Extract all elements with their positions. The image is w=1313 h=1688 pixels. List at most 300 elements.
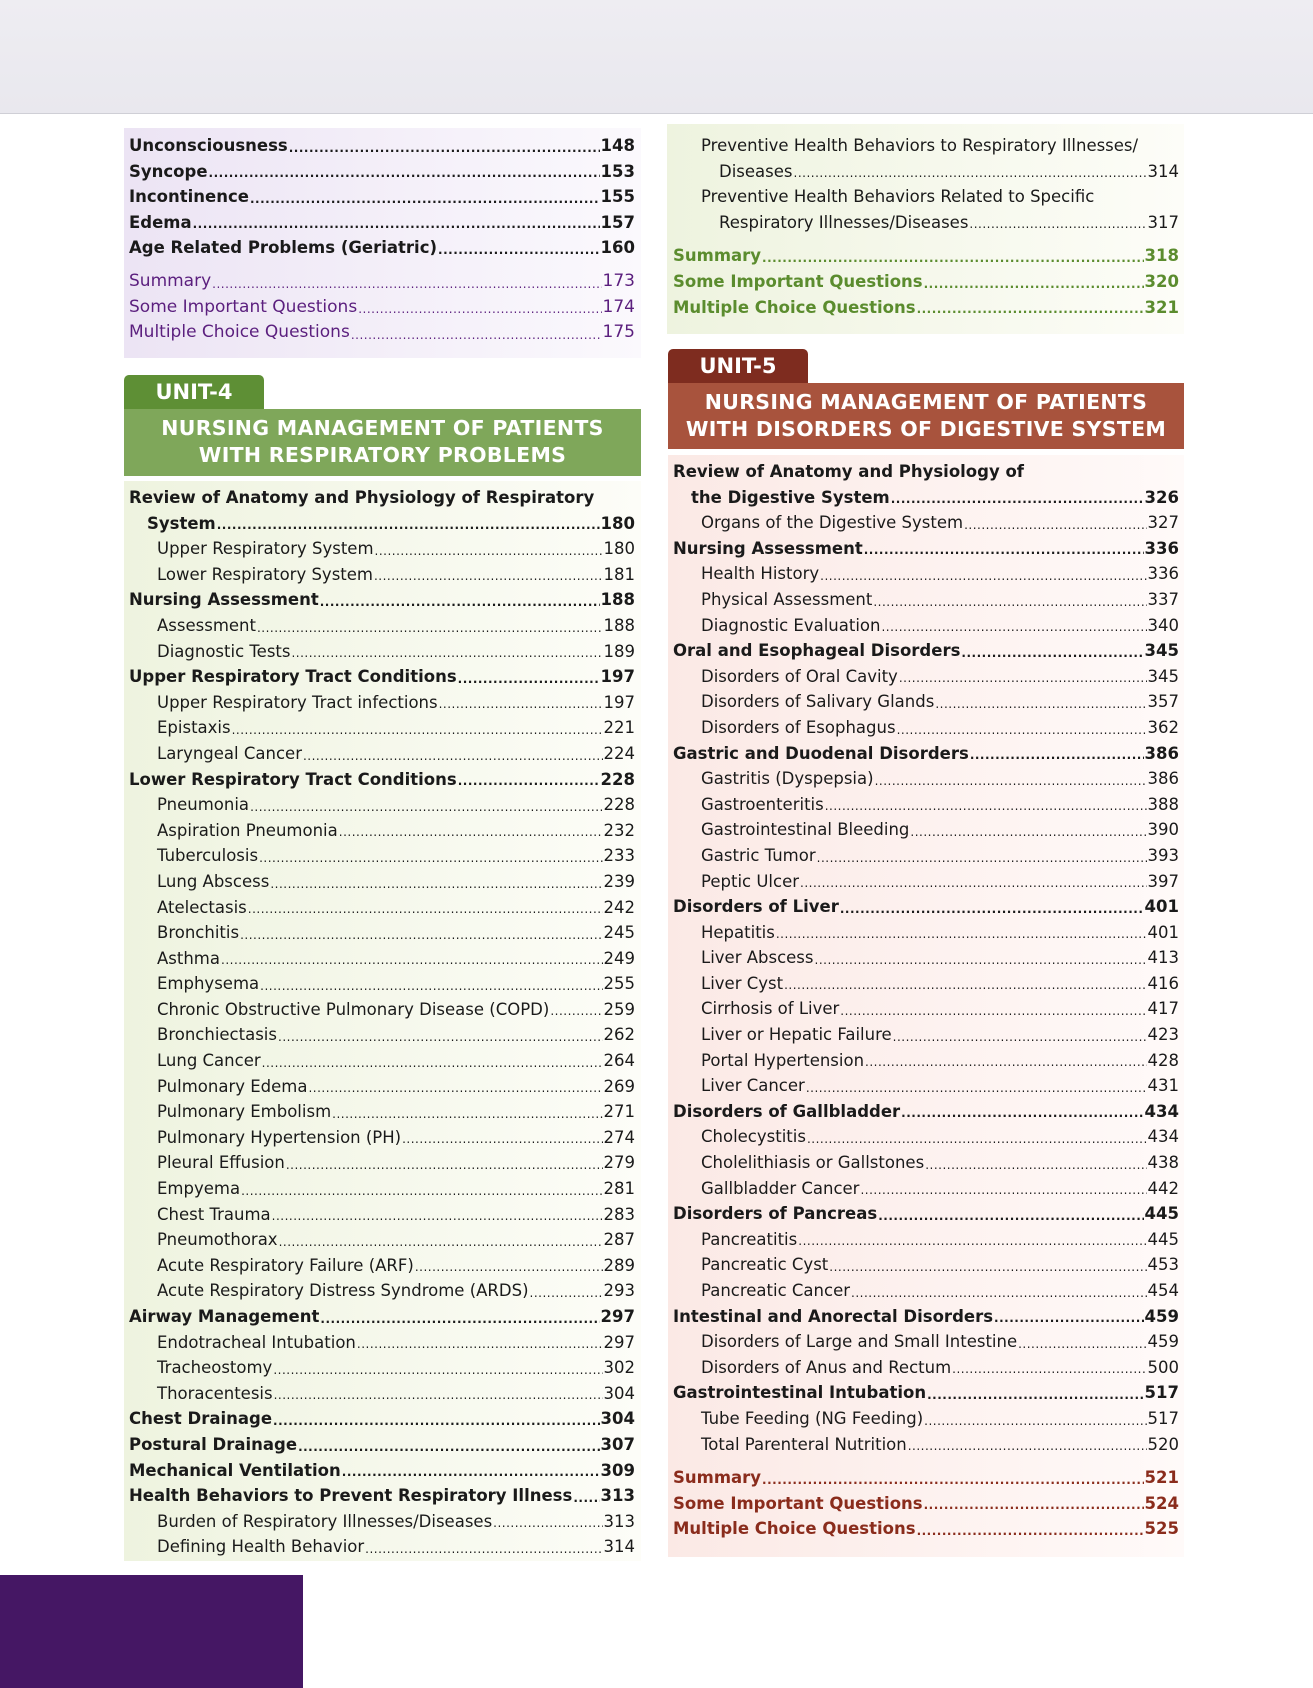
toc-leader-dots [881, 617, 1146, 638]
toc-leader-dots [262, 1053, 603, 1074]
toc-entry [673, 766, 1179, 792]
toc-entry-title: Preventive Health Behaviors to Respiratory Illnesses/ [701, 136, 1139, 155]
toc-leader-dots [259, 848, 602, 869]
toc-page-number: 157 [600, 212, 635, 232]
toc-entry-title: Lung Cancer [157, 1051, 261, 1071]
toc-entry [129, 536, 635, 562]
toc-entry [129, 613, 635, 639]
unit4-heading [124, 409, 641, 476]
toc-page-number: 520 [1147, 1434, 1179, 1454]
toc-entry-title: Pancreatic Cyst [701, 1255, 829, 1275]
toc-leader-dots [776, 924, 1147, 945]
toc-leader-dots [924, 1495, 1144, 1516]
toc-leader-dots [910, 822, 1146, 843]
toc-leader-dots [924, 1411, 1146, 1432]
toc-leader-dots [273, 1411, 600, 1432]
toc-page-number: 314 [1147, 161, 1179, 181]
toc-entry-title: Pulmonary Embolism [157, 1102, 332, 1122]
toc-page-number: 345 [1147, 666, 1179, 686]
toc-leader-dots [358, 299, 601, 320]
toc-entry-title: Gallbladder Cancer [701, 1178, 860, 1198]
toc-entry [673, 817, 1179, 843]
toc-leader-dots [273, 1360, 602, 1381]
toc-page-number: 297 [603, 1332, 635, 1352]
toc-page-number: 189 [603, 641, 635, 661]
toc-entry [129, 1176, 635, 1202]
toc-leader-dots [458, 669, 600, 690]
toc-entry-cont-line1 [673, 184, 1179, 210]
toc-entry-title: Intestinal and Anorectal Disorders [673, 1306, 994, 1326]
toc-entry [673, 1406, 1179, 1432]
toc-leader-dots [439, 694, 603, 715]
toc-entry-title: Thoracentesis [157, 1383, 273, 1403]
toc-entry-title: Health History [701, 564, 820, 584]
toc-page-number: 388 [1147, 794, 1179, 814]
toc-entry-title: Pleural Effusion [157, 1153, 285, 1173]
toc-entry-title: Disorders of Pancreas [673, 1204, 878, 1224]
toc-page-number: 245 [603, 923, 635, 943]
toc-entry [673, 536, 1179, 562]
toc-entry [129, 1381, 635, 1407]
toc-entry [129, 971, 635, 997]
unit4-heading-line1: NURSING MANAGEMENT OF PATIENTS [161, 416, 604, 440]
toc-entry [129, 1534, 635, 1560]
toc-entry [673, 1252, 1179, 1278]
toc-leader-dots [250, 797, 602, 818]
toc-entry [129, 920, 635, 946]
toc-entry-title: Oral and Esophageal Disorders [673, 641, 961, 661]
toc-leader-dots [762, 248, 1144, 269]
toc-leader-dots [209, 163, 600, 184]
toc-entry [673, 894, 1179, 920]
toc-entry-title: Pulmonary Hypertension (PH) [157, 1127, 402, 1147]
toc-entry-title: Disorders of Esophagus [701, 717, 896, 737]
toc-leader-dots [289, 138, 600, 159]
toc-page-number: 302 [603, 1358, 635, 1378]
toc-page-number: 197 [603, 692, 635, 712]
toc-entry-cont-line2 [673, 159, 1179, 185]
toc-entry-title: Epistaxis [157, 718, 231, 738]
toc-page-number: 327 [1147, 513, 1179, 533]
toc-entry-title: Asthma [157, 948, 220, 968]
toc-leader-dots [815, 950, 1147, 971]
toc-leader-dots [193, 214, 600, 235]
toc-entry [129, 184, 635, 210]
toc-page-number: 401 [1144, 897, 1179, 917]
toc-page-number: 453 [1147, 1255, 1179, 1275]
toc-page-number: 525 [1144, 1519, 1179, 1539]
toc-entry-title: the Digestive System [691, 487, 890, 507]
toc-entry [673, 996, 1179, 1022]
toc-leader-dots [217, 515, 600, 536]
toc-entry-title: Defining Health Behavior [157, 1537, 365, 1557]
toc-leader-dots [964, 515, 1146, 536]
toc-entry [673, 843, 1179, 869]
toc-entry [129, 1278, 635, 1304]
toc-page-number: 283 [603, 1204, 635, 1224]
corner-decoration [0, 1575, 303, 1688]
toc-entry-title: Hepatitis [701, 922, 775, 942]
toc-entry [129, 792, 635, 818]
toc-page-number: 517 [1147, 1408, 1179, 1428]
toc-leader-dots [917, 299, 1144, 320]
toc-page-number: 326 [1144, 487, 1179, 507]
toc-entry-title: Pneumothorax [157, 1230, 278, 1250]
toc-entry-title: Syncope [129, 161, 208, 181]
toc-page-number: 317 [1147, 212, 1179, 232]
toc-entry [129, 895, 635, 921]
toc-page-number: 393 [1147, 845, 1179, 865]
toc-leader-dots [935, 694, 1146, 715]
toc-entry [129, 235, 635, 261]
toc-entry [129, 1483, 635, 1509]
toc-leader-dots [279, 1232, 603, 1253]
toc-leader-dots [320, 1309, 599, 1330]
toc-page-number: 386 [1144, 743, 1179, 763]
toc-page-number: 397 [1147, 871, 1179, 891]
toc-entry [673, 715, 1179, 741]
toc-entry [673, 1073, 1179, 1099]
toc-entry-title: Gastric Tumor [701, 845, 816, 865]
toc-entry [129, 1355, 635, 1381]
toc-entry [673, 920, 1179, 946]
toc-entry [673, 1380, 1179, 1406]
toc-entry-title: Multiple Choice Questions [673, 1519, 916, 1539]
toc-entry-title: Disorders of Anus and Rectum [701, 1357, 952, 1377]
toc-entry [129, 690, 635, 716]
toc-entry [673, 1176, 1179, 1202]
toc-page-number: 304 [600, 1409, 635, 1429]
toc-entry-title: Summary [129, 270, 212, 291]
toc-page-number: 434 [1147, 1127, 1179, 1147]
toc-page-number: 428 [1147, 1050, 1179, 1070]
toc-entry [673, 792, 1179, 818]
toc-leader-dots [908, 1436, 1147, 1457]
toc-leader-dots [351, 325, 602, 346]
toc-leader-dots [550, 1001, 602, 1022]
toc-page-number: 417 [1147, 999, 1179, 1019]
toc-page-number: 180 [603, 539, 635, 559]
toc-page-number: 313 [603, 1511, 635, 1531]
toc-entry [129, 1304, 635, 1330]
toc-entry-title: Acute Respiratory Distress Syndrome (ARDS) [157, 1281, 529, 1301]
toc-page-number: 459 [1147, 1332, 1179, 1352]
toc-entry [129, 1432, 635, 1458]
toc-leader-dots [800, 873, 1146, 894]
toc-entry-title: Disorders of Liver [673, 897, 839, 917]
toc-closing-entry [129, 320, 635, 346]
toc-leader-dots [878, 1206, 1143, 1227]
toc-leader-dots [339, 822, 603, 843]
toc-entry-title: Atelectasis [157, 897, 247, 917]
toc-page-number: 242 [603, 897, 635, 917]
toc-entry [129, 664, 635, 690]
toc-entry-title: Total Parenteral Nutrition [701, 1434, 907, 1454]
toc-page-number: 271 [603, 1102, 635, 1122]
toc-entry-title: Some Important Questions [673, 271, 923, 291]
toc-entry-title: Upper Respiratory Tract infections [157, 692, 438, 712]
toc-entry [129, 562, 635, 588]
toc-entry-intro [673, 459, 1179, 485]
toc-leader-dots [402, 1129, 602, 1150]
toc-entry-title: Chest Trauma [157, 1204, 271, 1224]
toc-entry-title: Disorders of Oral Cavity [701, 666, 898, 686]
toc-entry [129, 869, 635, 895]
toc-entry-title: Gastrointestinal Intubation [673, 1383, 927, 1403]
toc-entry-title: Disorders of Salivary Glands [701, 692, 935, 712]
toc-page-number: 262 [603, 1025, 635, 1045]
toc-entry-title: Age Related Problems (Geriatric) [129, 238, 438, 258]
toc-entry-intro [129, 485, 635, 511]
toc-entry-title: Health Behaviors to Prevent Respiratory Illness [129, 1486, 573, 1506]
toc-page-number: 188 [600, 590, 635, 610]
toc-page-number: 337 [1147, 589, 1179, 609]
toc-page-number: 249 [603, 948, 635, 968]
toc-leader-dots [308, 1078, 602, 1099]
toc-page-number: 340 [1147, 615, 1179, 635]
toc-entry [129, 1227, 635, 1253]
toc-leader-dots [375, 541, 603, 562]
toc-page-number: 401 [1147, 922, 1179, 942]
toc-entry-title: Tube Feeding (NG Feeding) [701, 1408, 924, 1428]
toc-closing-entry [673, 1516, 1179, 1542]
toc-entry-title: Acute Respiratory Failure (ARF) [157, 1255, 414, 1275]
toc-entry-title: Bronchiectasis [157, 1025, 277, 1045]
toc-leader-dots [865, 1052, 1146, 1073]
toc-leader-dots [970, 745, 1144, 766]
toc-entry [129, 1253, 635, 1279]
toc-entry-title: Peptic Ulcer [701, 871, 800, 891]
toc-entry [673, 510, 1179, 536]
toc-closing-entry [673, 243, 1179, 269]
toc-page-number: 155 [600, 187, 635, 207]
toc-entry [673, 971, 1179, 997]
toc-entry-title: Preventive Health Behaviors Related to Specific [701, 187, 1095, 207]
toc-entry-title: Chronic Obstructive Pulmonary Disease (COPD) [157, 999, 550, 1019]
toc-page-number: 521 [1144, 1468, 1179, 1488]
toc-entry [129, 843, 635, 869]
toc-entry-title: Pulmonary Edema [157, 1076, 308, 1096]
toc-entry [129, 1406, 635, 1432]
toc-entry-title: Incontinence [129, 187, 249, 207]
toc-leader-dots [969, 214, 1146, 235]
toc-entry [129, 1150, 635, 1176]
toc-entry [673, 638, 1179, 664]
toc-leader-dots [530, 1283, 603, 1304]
toc-entry-title: Pneumonia [157, 795, 250, 815]
toc-page-number: 313 [600, 1486, 635, 1506]
toc-entry-intro-cont [673, 485, 1179, 511]
toc-entry [129, 210, 635, 236]
toc-leader-dots [917, 1521, 1144, 1542]
toc-page-number: 148 [600, 136, 635, 155]
toc-leader-dots [840, 1001, 1146, 1022]
toc-entry [673, 664, 1179, 690]
toc-entry [129, 1330, 635, 1356]
toc-page-number: 224 [603, 743, 635, 763]
toc-page-number: 174 [602, 296, 635, 317]
toc-entry-title: Edema [129, 212, 192, 232]
toc-page-number: 362 [1147, 717, 1179, 737]
toc-page-number: 454 [1147, 1281, 1179, 1300]
unit4-continuation-list [673, 133, 1179, 320]
toc-leader-dots [899, 668, 1147, 689]
toc-entry-title: Emphysema [157, 974, 260, 994]
toc-page-number: 289 [603, 1255, 635, 1275]
toc-entry [129, 741, 635, 767]
toc-entry [673, 945, 1179, 971]
toc-leader-dots [794, 163, 1147, 184]
toc-entry-title: Cholecystitis [701, 1127, 806, 1147]
toc-entry [673, 1329, 1179, 1355]
toc-page-number: 232 [603, 820, 635, 840]
toc-entry [673, 1304, 1179, 1330]
toc-page-number: 197 [600, 667, 635, 687]
toc-closing-entry [673, 269, 1179, 295]
toc-page-number: 287 [603, 1230, 635, 1250]
toc-leader-dots [415, 1257, 603, 1278]
toc-leader-dots [893, 1027, 1147, 1048]
toc-entry-title: Tuberculosis [157, 846, 259, 866]
toc-leader-dots [291, 643, 602, 664]
toc-page-number: 336 [1144, 538, 1179, 558]
toc-page-number: 239 [603, 871, 635, 891]
toc-entry [673, 1099, 1179, 1125]
toc-leader-dots [1018, 1334, 1146, 1355]
toc-entry [129, 1022, 635, 1048]
toc-closing-entry [129, 295, 635, 321]
toc-entry-title: Tracheostomy [157, 1358, 273, 1378]
toc-entry [129, 818, 635, 844]
toc-entry-title: Nursing Assessment [673, 538, 863, 558]
toc-leader-dots [817, 848, 1147, 869]
toc-leader-dots [891, 489, 1144, 510]
toc-entry [129, 159, 635, 185]
toc-entry [129, 946, 635, 972]
toc-page-number: 445 [1144, 1204, 1179, 1224]
toc-page-number: 309 [600, 1460, 635, 1480]
toc-page-number: 255 [603, 974, 635, 994]
toc-entry-cont-line2 [673, 210, 1179, 236]
toc-entry-title: Empyema [157, 1179, 241, 1199]
toc-leader-dots [820, 566, 1146, 587]
toc-entry-cont-line1 [673, 133, 1179, 159]
toc-entry [673, 1355, 1179, 1381]
toc-leader-dots [762, 1470, 1144, 1491]
toc-leader-dots [864, 540, 1144, 561]
toc-closing-entry [129, 269, 635, 295]
toc-entry [129, 639, 635, 665]
toc-leader-dots [212, 274, 601, 295]
toc-entry-title: Airway Management [129, 1307, 320, 1326]
toc-entry [673, 689, 1179, 715]
toc-entry [129, 133, 635, 159]
toc-entry-title: Pancreatic Cancer [701, 1281, 850, 1300]
toc-entry-title: Cholelithiasis or Gallstones [701, 1153, 925, 1173]
unit5-toc-list [673, 459, 1179, 1542]
toc-entry-title: Physical Assessment [701, 589, 873, 609]
toc-entry-title: Review of Anatomy and Physiology of Respiratory [129, 488, 595, 507]
toc-entry [129, 1074, 635, 1100]
toc-page-number: 423 [1147, 1025, 1179, 1045]
toc-entry [129, 767, 635, 793]
toc-entry-title: Lower Respiratory Tract Conditions [129, 769, 457, 789]
toc-leader-dots [278, 1027, 603, 1048]
toc-leader-dots [270, 874, 602, 895]
toc-page-number: 259 [603, 999, 635, 1019]
toc-entry-title: Disorders of Gallbladder [673, 1101, 901, 1121]
toc-entry-title: Respiratory Illnesses/Diseases [719, 212, 969, 232]
toc-entry-title: Diagnostic Tests [157, 641, 291, 661]
toc-entry-title: Upper Respiratory Tract Conditions [129, 667, 457, 687]
toc-leader-dots [374, 566, 603, 587]
toc-leader-dots [257, 618, 603, 639]
toc-leader-dots [825, 796, 1147, 817]
toc-leader-dots [875, 771, 1147, 792]
toc-entry [673, 1201, 1179, 1227]
toc-page-number: 314 [603, 1537, 635, 1557]
toc-entry-title: Chest Drainage [129, 1409, 273, 1429]
toc-leader-dots [873, 592, 1146, 613]
toc-leader-dots [961, 643, 1143, 664]
unit4-toc-list [129, 485, 635, 1560]
toc-leader-dots [807, 1129, 1147, 1150]
toc-leader-dots [240, 925, 602, 946]
toc-page-number: 221 [603, 718, 635, 738]
toc-entry [673, 1432, 1179, 1458]
toc-entry-title: Burden of Respiratory Illnesses/Diseases [157, 1511, 493, 1531]
toc-leader-dots [860, 1180, 1146, 1201]
toc-entry-title: Laryngeal Cancer [157, 743, 302, 763]
toc-leader-dots [286, 1155, 603, 1176]
toc-page-number: 434 [1144, 1101, 1179, 1121]
toc-leader-dots [250, 189, 600, 210]
toc-entry [673, 1278, 1179, 1304]
toc-leader-dots [274, 1385, 603, 1406]
toc-page-number: 307 [600, 1434, 635, 1454]
toc-page-number: 416 [1147, 973, 1179, 993]
prev-unit-list [129, 133, 635, 346]
page-top-band [0, 0, 1313, 114]
toc-entry [129, 1048, 635, 1074]
toc-entry [129, 1458, 635, 1484]
toc-entry-intro-cont [129, 511, 635, 537]
toc-leader-dots [829, 1257, 1146, 1278]
toc-leader-dots [897, 720, 1147, 741]
toc-leader-dots [798, 1231, 1146, 1252]
toc-entry-title: Summary [673, 246, 762, 266]
toc-leader-dots [320, 592, 600, 613]
toc-page-number: 233 [603, 846, 635, 866]
toc-entry-title: Mechanical Ventilation [129, 1460, 341, 1480]
toc-leader-dots [994, 1308, 1144, 1329]
toc-entry-title: Unconsciousness [129, 136, 288, 155]
toc-entry [129, 715, 635, 741]
toc-page-number: 180 [600, 513, 635, 533]
toc-entry-title: Nursing Assessment [129, 590, 319, 610]
toc-page-number: 321 [1144, 297, 1179, 317]
toc-entry-title: Lung Abscess [157, 871, 270, 891]
toc-leader-dots [260, 976, 602, 997]
toc-page-number: 181 [603, 564, 635, 584]
toc-page-number: 320 [1144, 271, 1179, 291]
toc-entry [673, 741, 1179, 767]
toc-entry-title: Multiple Choice Questions [673, 297, 916, 317]
toc-leader-dots [365, 1539, 602, 1560]
toc-entry [129, 997, 635, 1023]
toc-page-number: 264 [603, 1051, 635, 1071]
toc-page-number: 173 [602, 270, 635, 291]
